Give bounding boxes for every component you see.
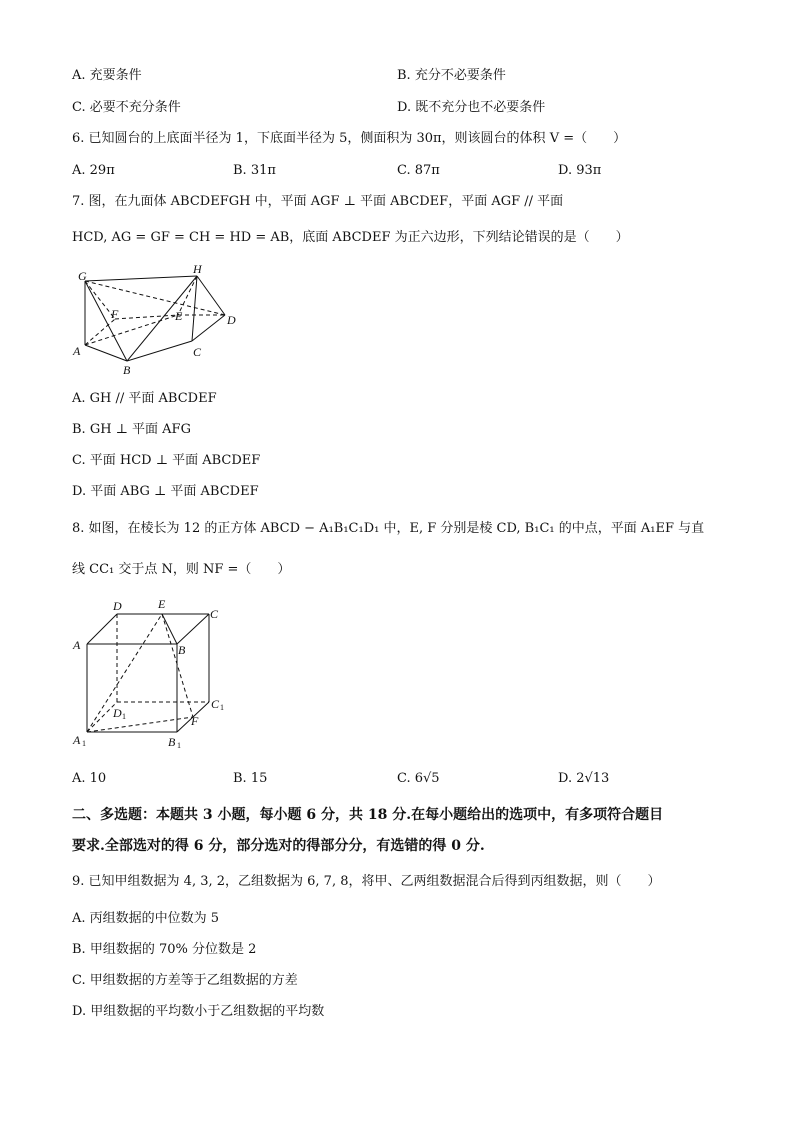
- q8-label-c: C: [210, 607, 219, 621]
- q5-option-d: D. 既不充分也不必要条件: [397, 100, 546, 115]
- q8-label-d: D: [113, 599, 122, 613]
- q8-option-b: B. 15: [233, 771, 268, 786]
- q8-option-d: D. 2√13: [558, 771, 610, 786]
- q8-option-c: C. 6√5: [397, 771, 440, 786]
- q7-option-c: C. 平面 HCD ⊥ 平面 ABCDEF: [72, 453, 261, 468]
- q9-option-b: B. 甲组数据的 70% 分位数是 2: [72, 942, 257, 957]
- section-2-heading-line-1: 二、多选题：本题共 3 小题，每小题 6 分，共 18 分.在每小题给出的选项中，有多项符合题目: [72, 807, 664, 823]
- section-2-heading-line-2: 要求.全部选对的得 6 分，部分选对的得部分分，有选错的得 0 分.: [72, 838, 485, 854]
- q8-label-f: F: [191, 714, 199, 728]
- q7-option-a: A. GH // 平面 ABCDEF: [72, 391, 217, 406]
- q5-option-c: C. 必要不充分条件: [72, 100, 181, 115]
- q6-option-c: C. 87π: [397, 163, 440, 178]
- q7-label-g: G: [78, 269, 87, 283]
- q7-option-b: B. GH ⊥ 平面 AFG: [72, 422, 191, 437]
- q8-stem-line-1: 8. 如图，在棱长为 12 的正方体 ABCD − A₁B₁C₁D₁ 中，E, F 分别是棱 CD, B₁C₁ 的中点，平面 A₁EF 与直: [72, 521, 705, 536]
- q7-label-h: H: [193, 262, 202, 276]
- q8-label-a1-sub: 1: [82, 739, 86, 748]
- q5-option-b: B. 充分不必要条件: [397, 68, 506, 83]
- q9-option-c: C. 甲组数据的方差等于乙组数据的方差: [72, 973, 298, 988]
- q8-label-c1: C: [211, 697, 220, 711]
- q8-label-c1-sub: 1: [220, 703, 224, 712]
- q6-option-b: B. 31π: [233, 163, 276, 178]
- q9-option-d: D. 甲组数据的平均数小于乙组数据的平均数: [72, 1004, 325, 1019]
- q8-label-b: B: [178, 643, 186, 657]
- q7-stem-line-2: HCD, AG = GF = CH = HD = AB，底面 ABCDEF 为正六边形，下列结论错误的是（ ）: [72, 230, 629, 245]
- q6-stem: 6. 已知圆台的上底面半径为 1，下底面半径为 5，侧面积为 30π，则该圆台的体积 V =（ ）: [72, 131, 627, 146]
- q8-label-d1: D: [113, 706, 122, 720]
- q7-label-c: C: [193, 345, 202, 359]
- q8-figure-cube: [70, 596, 230, 756]
- q7-label-d: D: [227, 313, 236, 327]
- q8-stem-line-2: 线 CC₁ 交于点 N，则 NF =（ ）: [72, 562, 291, 577]
- q6-option-a: A. 29π: [72, 163, 115, 178]
- q8-label-b1: B: [168, 735, 176, 749]
- q8-label-a1: A: [73, 733, 81, 747]
- q9-option-a: A. 丙组数据的中位数为 5: [72, 911, 220, 926]
- q8-label-e: E: [158, 597, 166, 611]
- q7-label-a: A: [73, 344, 81, 358]
- q6-option-d: D. 93π: [558, 163, 602, 178]
- q5-option-a: A. 充要条件: [72, 68, 142, 83]
- q8-label-d1-sub: 1: [122, 712, 126, 721]
- q8-label-b1-sub: 1: [177, 741, 181, 750]
- q7-figure-nonahedron: [70, 262, 250, 378]
- q7-label-e: E: [175, 309, 183, 323]
- q7-label-b: B: [123, 363, 131, 377]
- q8-option-a: A. 10: [72, 771, 107, 786]
- q8-label-a: A: [73, 638, 81, 652]
- q7-option-d: D. 平面 ABG ⊥ 平面 ABCDEF: [72, 484, 259, 499]
- q7-label-f: F: [111, 307, 119, 321]
- q7-stem-line-1: 7. 图，在九面体 ABCDEFGH 中，平面 AGF ⊥ 平面 ABCDEF，平面 AGF // 平面: [72, 194, 564, 209]
- q9-stem: 9. 已知甲组数据为 4, 3, 2，乙组数据为 6, 7, 8，将甲、乙两组数据混合后得到丙组数据，则（ ）: [72, 874, 661, 889]
